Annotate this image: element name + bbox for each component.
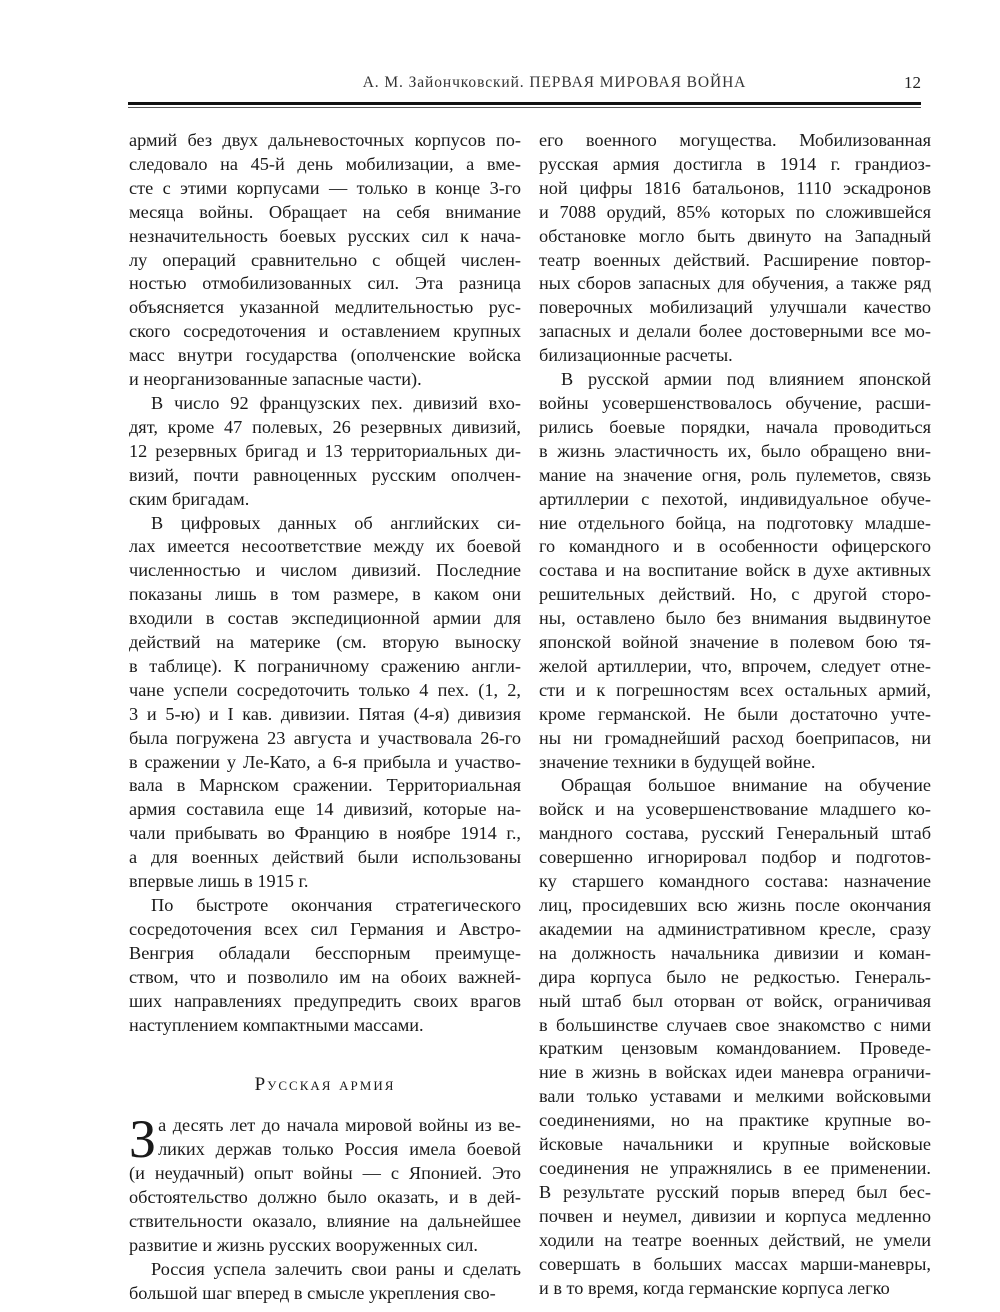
text-line: обстоятельство должно было оказать, и в дей- [129, 1187, 521, 1208]
text-line: ходили на театре военных действий, не умели [539, 1229, 931, 1250]
text-line: впервые лишь в 1915 г. [129, 871, 309, 892]
text-line: численностью и числом дивизий. Последние [129, 560, 521, 581]
text-line: действий на материке (см. вторую выноску [129, 632, 521, 653]
text-line: сте с этими корпусами — только в конце 3-го [129, 177, 521, 198]
text-line: в жизнь эластичность их, было обращено вни- [539, 440, 931, 461]
text-line: была погружена 23 августа и участвовала 26-го [129, 727, 521, 748]
text-line: наступлением компактными массами. [129, 1014, 424, 1035]
text-line: а десять лет до начала мировой войны из ве- [158, 1115, 521, 1136]
text-line: лу операций сравнительно с общей числен- [129, 249, 521, 270]
text-line: визий, почти равноценных русским ополчен- [129, 464, 521, 485]
text-line: В число 92 французских пех. дивизий вхо- [151, 392, 521, 413]
text-line: билизационные расчеты. [539, 345, 733, 366]
text-line: его военного могущества. Мобилизованная [539, 130, 931, 150]
left-paragraphs [129, 129, 521, 1037]
text-line: чали прибывать во Францию в ноябре 1914 г., [129, 823, 521, 844]
text-line: почвен и неумел, дивизии и корпуса медленно [539, 1205, 931, 1226]
text-line: вали только уставами и мелкими войсковыми [539, 1086, 931, 1107]
paragraph [129, 392, 521, 512]
dropcap-paragraph-text [129, 1109, 521, 1257]
text-line: и в то время, когда германские корпуса легко [539, 1277, 890, 1298]
text-line: армий без двух дальневосточных корпусов по- [129, 130, 521, 150]
text-line: Россия успела залечить свои раны и сделать [151, 1258, 521, 1279]
left-column [129, 129, 521, 1306]
closing-paragraph [129, 1258, 521, 1306]
text-line: артиллерии с пехотой, индивидуальное обуче- [539, 488, 931, 509]
text-line: По быстроте окончания стратегического [151, 895, 521, 915]
text-line: ством, что и позволило им на обоих важней- [129, 966, 521, 987]
text-line: кратким цензовым командованием. Проведе- [539, 1038, 931, 1059]
text-line: ный штаб был оторван от войск, ограничивая [539, 990, 931, 1011]
text-line: на должность начальника дивизии и коман- [539, 942, 931, 963]
page-number: 12 [904, 73, 921, 92]
paragraph [129, 894, 521, 1037]
paragraph [539, 774, 931, 1300]
text-line: ны, оставлено было без внимания выдвинутое [539, 608, 931, 629]
text-line: и неорганизованные запасные части). [129, 369, 422, 390]
text-line: японской войной значение в полевом бою тя- [539, 632, 931, 653]
text-line: В русской армии под влиянием японской [561, 369, 931, 390]
text-line: состава и на воспитание войск в духе активных [539, 560, 931, 581]
text-line: масс внутри государства (ополченские войска [129, 345, 521, 366]
text-line: желой артиллерии, что, впрочем, следует отне- [539, 655, 931, 676]
header-rule-thick [128, 102, 921, 105]
text-line: йсковые начальники и крупные войсковые [539, 1134, 931, 1155]
text-line: ностью отмобилизованных сил. Эта разница [129, 273, 521, 294]
paragraph [129, 512, 521, 895]
text-line: ского сосредоточения и оставлением крупных [129, 321, 521, 342]
text-line: запасных и делали более достоверными все мо- [539, 321, 931, 342]
paragraph [539, 129, 931, 368]
text-line: сосредоточения всех сил Германия и Австро- [129, 918, 521, 939]
text-line: обстановке могло быть двинуто на Западный [539, 225, 931, 246]
text-line: дира корпуса было не редкостью. Генераль- [539, 966, 931, 987]
text-line: театр военных действий. Расширение повтор- [539, 249, 931, 270]
text-line: поверочных мобилизаций улучшали качество [539, 297, 931, 318]
text-line: ским бригадам. [129, 488, 250, 509]
text-line: мандного состава, русский Генеральный штаб [539, 823, 931, 844]
text-line: го командного и в особенности офицерского [539, 536, 931, 557]
text-line: а для военных действий были использованы [129, 847, 521, 868]
text-line: рились боевые порядки, начала проводиться [539, 416, 931, 437]
text-line: в таблице). К пограничному сражению англи- [129, 655, 521, 676]
text-line: ние отдельного бойца, на подготовку младше- [539, 512, 931, 533]
running-title: А. М. Зайончковский. ПЕРВАЯ МИРОВАЯ ВОЙНА [362, 74, 747, 91]
text-line: ствительности оказало, влияние на дальнейшее [129, 1211, 521, 1232]
text-line: Обращая большое внимание на обучение [561, 775, 931, 796]
text-line: ликих держав только Россия имела боевой [158, 1139, 521, 1160]
text-line: ние в жизнь в войсках идеи маневра ограничи- [539, 1062, 931, 1083]
text-line: решительных действий. Но, с другой сторо- [539, 584, 931, 605]
text-line: войск и на усовершенствование младшего ко- [539, 799, 931, 820]
paragraph [539, 368, 931, 774]
text-line: 3 и 5-ю) и I кав. дивизии. Пятая (4-я) дивизия [129, 703, 521, 724]
text-line: большой шаг вперед в смысле укрепления сво- [129, 1282, 496, 1303]
text-line: ной цифры 1816 батальонов, 1110 эскадронов [539, 177, 931, 198]
text-line: армия составила еще 14 дивизий, которые на- [129, 799, 521, 820]
text-line: кроме германской. Не были достаточно учте- [539, 703, 931, 724]
right-paragraphs [539, 129, 931, 1300]
text-line: следовало на 45-й день мобилизации, а вме- [129, 153, 521, 174]
text-line: совершенно игнорировал подбор и подготов- [539, 847, 931, 868]
text-line: и 7088 орудий, 85% которых по сложившейся [539, 201, 931, 222]
text-line: Венгрия обладали бесспорным преимуще- [129, 942, 521, 963]
text-line: в сражении у Ле-Като, а 6-я прибыла и участво- [129, 751, 521, 772]
text-line: ших направлениях предупредить своих врагов [129, 990, 521, 1011]
text-line: соединения не упражнялись в ее применении. [539, 1157, 931, 1178]
text-line: 12 резервных бригад и 13 территориальных ди- [129, 440, 521, 461]
text-line: (и неудачный) опыт войны — с Японией. Это [129, 1163, 521, 1184]
text-line: мание на значение огня, роль пулеметов, связь [539, 464, 931, 485]
text-line: вала в Марнском сражении. Территориальная [129, 775, 521, 796]
text-line: дят, кроме 47 полевых, 26 резервных дивизий, [129, 416, 521, 437]
right-column [539, 129, 931, 1300]
header-rule-thin [128, 107, 921, 108]
text-line: русская армия достигла в 1914 г. грандиоз- [539, 153, 931, 174]
text-line: чане успели сосредоточить только 4 пех. (1, 2, [129, 679, 521, 700]
text-line: войны усовершенствовалось обучение, расши- [539, 392, 931, 413]
text-line: показаны лишь в том размере, в каком они [129, 584, 521, 605]
text-line: входили в состав экспедиционной армии для [129, 608, 521, 629]
paragraph [129, 1258, 521, 1306]
text-line: в большинстве случаев свое знакомство с ними [539, 1014, 931, 1035]
text-line: объясняется указанной медлительностью рус- [129, 297, 521, 318]
text-line: совершать в больших массах марши-маневры, [539, 1253, 931, 1274]
page-header [128, 74, 921, 98]
text-line: академии на административном кресле, сразу [539, 918, 931, 939]
text-line: значение техники в будущей войне. [539, 751, 816, 772]
text-line: лиц, просидевших всю жизнь после окончания [539, 895, 931, 915]
text-line: ку старшего командного состава: назначение [539, 871, 931, 892]
text-line: незначительность боевых русских сил к нача- [129, 225, 521, 246]
text-line: лах имеется несоответствие между их боевой [129, 536, 521, 557]
paragraph [129, 129, 521, 392]
text-line: В результате русский порыв вперед был бес- [539, 1181, 931, 1202]
text-line: сти и к погрешностям всех остальных армий, [539, 679, 931, 700]
text-line: соединениями, но на практике крупные во- [539, 1110, 931, 1131]
text-line: месяца войны. Обращает на себя внимание [129, 201, 521, 222]
text-line: ны ни громаднейший расход боеприпасов, ни [539, 727, 931, 748]
dropcap-letter: З [129, 1109, 157, 1170]
dropcap-paragraph [129, 1109, 521, 1257]
text-line: ных сборов запасных для обучения, а также ряд [539, 273, 931, 294]
text-line: В цифровых данных об английских си- [151, 512, 521, 533]
section-heading: Русская армия [254, 1074, 396, 1096]
text-line: развитие и жизнь русских вооруженных сил. [129, 1234, 478, 1255]
